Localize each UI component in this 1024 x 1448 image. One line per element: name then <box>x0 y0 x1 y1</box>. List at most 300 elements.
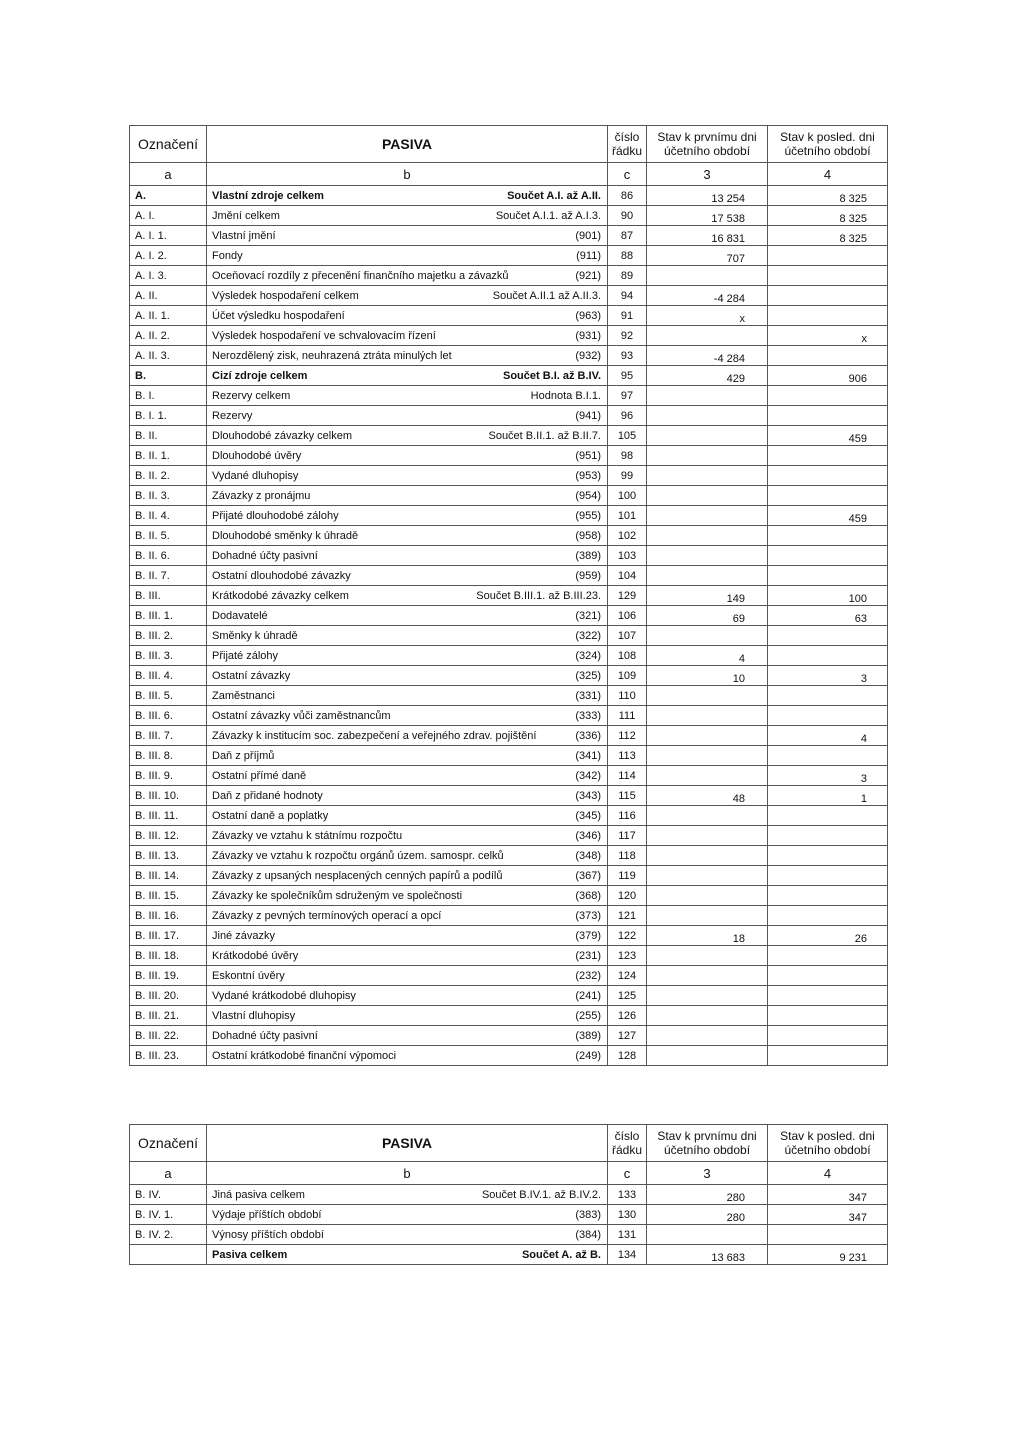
pasiva-table-1 <box>129 125 888 1066</box>
row-number: 86 <box>608 186 647 206</box>
row-number: 114 <box>608 766 647 786</box>
row-label <box>207 806 608 826</box>
row-oznaceni: A. <box>130 186 207 206</box>
table-row <box>130 866 888 886</box>
value-last-day <box>768 1026 888 1046</box>
row-number: 125 <box>608 986 647 1006</box>
row-oznaceni: B. III. 13. <box>130 846 207 866</box>
header-row <box>130 1125 888 1162</box>
row-label <box>207 1245 608 1265</box>
row-oznaceni: B. III. 17. <box>130 926 207 946</box>
row-number: 113 <box>608 746 647 766</box>
row-name: Krátkodobé úvěry <box>212 949 299 962</box>
value-last-day <box>768 906 888 926</box>
value-last-day: 459 <box>768 426 888 446</box>
table-row <box>130 646 888 666</box>
value-first-day: 69 <box>647 606 768 626</box>
table-row <box>130 686 888 706</box>
row-name: Pasiva celkem <box>212 1248 288 1261</box>
value-last-day <box>768 1046 888 1066</box>
row-name: Účet výsledku hospodaření <box>212 309 345 322</box>
subheader-row <box>130 1162 888 1185</box>
row-name: Závazky ve vztahu k státnímu rozpočtu <box>212 829 403 842</box>
row-label <box>207 906 608 926</box>
value-first-day <box>647 1006 768 1026</box>
value-last-day <box>768 706 888 726</box>
row-reference: (232) <box>575 969 601 982</box>
table-row <box>130 366 888 386</box>
row-oznaceni: B. IV. 2. <box>130 1225 207 1245</box>
row-number: 102 <box>608 526 647 546</box>
row-label <box>207 966 608 986</box>
row-number: 105 <box>608 426 647 446</box>
row-reference: (331) <box>575 689 601 702</box>
subheader-b: b <box>207 1162 608 1185</box>
value-last-day <box>768 966 888 986</box>
row-oznaceni: B. III. 4. <box>130 666 207 686</box>
header-row <box>130 126 888 163</box>
value-first-day <box>647 846 768 866</box>
header-stav-prvni: Stav k prvnímu dni účetního období <box>647 1125 768 1162</box>
row-number: 92 <box>608 326 647 346</box>
row-reference: Součet A. až B. <box>521 1248 601 1261</box>
row-reference: (383) <box>575 1208 601 1221</box>
row-oznaceni: B. III. 11. <box>130 806 207 826</box>
table-row <box>130 406 888 426</box>
row-name: Přijaté dlouhodobé zálohy <box>212 509 339 522</box>
table-row <box>130 626 888 646</box>
row-reference: (321) <box>575 609 601 622</box>
value-last-day: 8 325 <box>768 186 888 206</box>
row-number: 119 <box>608 866 647 886</box>
row-label <box>207 346 608 366</box>
table-row <box>130 526 888 546</box>
value-last-day: 26 <box>768 926 888 946</box>
row-label <box>207 1185 608 1205</box>
row-oznaceni: B. I. 1. <box>130 406 207 426</box>
row-oznaceni: A. I. 1. <box>130 226 207 246</box>
row-oznaceni: A. I. 2. <box>130 246 207 266</box>
value-last-day: 347 <box>768 1205 888 1225</box>
row-label <box>207 546 608 566</box>
row-number: 108 <box>608 646 647 666</box>
row-oznaceni: A. II. <box>130 286 207 306</box>
row-reference: (241) <box>575 989 601 1002</box>
row-oznaceni: B. III. 23. <box>130 1046 207 1066</box>
row-number: 121 <box>608 906 647 926</box>
row-reference: Součet B.II.1. až B.II.7. <box>488 429 601 442</box>
value-first-day <box>647 806 768 826</box>
value-last-day <box>768 306 888 326</box>
table-row <box>130 1225 888 1245</box>
table-row <box>130 1185 888 1205</box>
value-first-day: 280 <box>647 1185 768 1205</box>
value-first-day <box>647 626 768 646</box>
row-reference: (379) <box>575 929 601 942</box>
table-row <box>130 566 888 586</box>
table-row <box>130 746 888 766</box>
table-row <box>130 706 888 726</box>
row-label <box>207 786 608 806</box>
value-last-day: x <box>768 326 888 346</box>
value-last-day <box>768 286 888 306</box>
value-last-day: 3 <box>768 666 888 686</box>
table-row <box>130 926 888 946</box>
subheader-a: a <box>130 163 207 186</box>
row-label <box>207 826 608 846</box>
row-reference: (324) <box>575 649 601 662</box>
row-name: Zaměstnanci <box>212 689 275 702</box>
value-first-day <box>647 1046 768 1066</box>
row-oznaceni: B. III. 7. <box>130 726 207 746</box>
row-name: Jmění celkem <box>212 209 280 222</box>
value-last-day <box>768 686 888 706</box>
row-number: 96 <box>608 406 647 426</box>
row-number: 91 <box>608 306 647 326</box>
row-label <box>207 286 608 306</box>
row-name: Závazky z pronájmu <box>212 489 311 502</box>
row-number: 89 <box>608 266 647 286</box>
row-label <box>207 406 608 426</box>
row-reference: (921) <box>575 269 601 282</box>
value-last-day: 9 231 <box>768 1245 888 1265</box>
header-stav-posled: Stav k posled. dni účetního období <box>768 126 888 163</box>
row-label <box>207 326 608 346</box>
row-name: Závazky ke společníkům sdruženým ve společnosti <box>212 889 463 902</box>
table-row <box>130 766 888 786</box>
row-oznaceni: B. II. 5. <box>130 526 207 546</box>
row-label <box>207 706 608 726</box>
row-name: Nerozdělený zisk, neuhrazená ztráta minulých let <box>212 349 452 362</box>
subheader-3: 3 <box>647 163 768 186</box>
row-name: Ostatní závazky <box>212 669 291 682</box>
row-number: 115 <box>608 786 647 806</box>
row-oznaceni: B. III. 5. <box>130 686 207 706</box>
value-first-day <box>647 386 768 406</box>
table-row <box>130 346 888 366</box>
value-first-day <box>647 986 768 1006</box>
row-reference: (389) <box>575 549 601 562</box>
row-oznaceni: B. III. 20. <box>130 986 207 1006</box>
row-reference: (901) <box>575 229 601 242</box>
row-reference: (322) <box>575 629 601 642</box>
row-label <box>207 486 608 506</box>
subheader-c: c <box>608 1162 647 1185</box>
value-first-day: 4 <box>647 646 768 666</box>
row-oznaceni: B. IV. <box>130 1185 207 1205</box>
table-row <box>130 886 888 906</box>
value-first-day <box>647 886 768 906</box>
table-row <box>130 306 888 326</box>
value-first-day: 707 <box>647 246 768 266</box>
row-name: Jiné závazky <box>212 929 275 942</box>
row-label <box>207 986 608 1006</box>
row-reference: (954) <box>575 489 601 502</box>
header-cislo-radku: číslo řádku <box>608 126 647 163</box>
row-name: Dohadné účty pasivní <box>212 549 318 562</box>
row-reference: (325) <box>575 669 601 682</box>
value-first-day <box>647 966 768 986</box>
row-name: Fondy <box>212 249 243 262</box>
row-oznaceni <box>130 1245 207 1265</box>
table-row <box>130 486 888 506</box>
value-first-day: -4 284 <box>647 346 768 366</box>
row-oznaceni: B. III. 16. <box>130 906 207 926</box>
row-oznaceni: A. II. 1. <box>130 306 207 326</box>
row-oznaceni: B. III. 3. <box>130 646 207 666</box>
header-oznaceni: Označení <box>130 1125 207 1162</box>
row-reference: Součet B.IV.1. až B.IV.2. <box>481 1188 601 1201</box>
value-last-day <box>768 546 888 566</box>
row-name: Dlouhodobé závazky celkem <box>212 429 353 442</box>
value-last-day <box>768 826 888 846</box>
row-reference: (955) <box>575 509 601 522</box>
value-first-day: 48 <box>647 786 768 806</box>
row-number: 131 <box>608 1225 647 1245</box>
value-first-day: 13 254 <box>647 186 768 206</box>
row-label <box>207 366 608 386</box>
row-label <box>207 646 608 666</box>
value-first-day <box>647 1026 768 1046</box>
row-label <box>207 746 608 766</box>
table-row <box>130 286 888 306</box>
row-oznaceni: B. II. 2. <box>130 466 207 486</box>
table-row <box>130 446 888 466</box>
value-last-day <box>768 946 888 966</box>
row-number: 110 <box>608 686 647 706</box>
row-oznaceni: B. III. 14. <box>130 866 207 886</box>
table-row <box>130 806 888 826</box>
subheader-3: 3 <box>647 1162 768 1185</box>
row-oznaceni: B. III. 8. <box>130 746 207 766</box>
header-oznaceni: Označení <box>130 126 207 163</box>
row-name: Eskontní úvěry <box>212 969 285 982</box>
value-first-day <box>647 426 768 446</box>
row-label <box>207 846 608 866</box>
row-label <box>207 306 608 326</box>
value-last-day <box>768 566 888 586</box>
table-row <box>130 586 888 606</box>
row-reference: (959) <box>575 569 601 582</box>
row-reference: (941) <box>575 409 601 422</box>
row-number: 99 <box>608 466 647 486</box>
row-oznaceni: B. III. 12. <box>130 826 207 846</box>
table-row <box>130 206 888 226</box>
value-last-day <box>768 626 888 646</box>
header-pasiva: PASIVA <box>207 126 608 163</box>
value-first-day <box>647 686 768 706</box>
row-oznaceni: B. III. 15. <box>130 886 207 906</box>
row-name: Závazky z upsaných nesplacených cenných papírů a podílů <box>212 869 503 882</box>
value-first-day <box>647 726 768 746</box>
subheader-a: a <box>130 1162 207 1185</box>
table-row <box>130 546 888 566</box>
row-number: 94 <box>608 286 647 306</box>
row-label <box>207 686 608 706</box>
row-oznaceni: A. II. 3. <box>130 346 207 366</box>
row-number: 124 <box>608 966 647 986</box>
row-label <box>207 766 608 786</box>
value-first-day <box>647 446 768 466</box>
row-reference: (348) <box>575 849 601 862</box>
row-oznaceni: B. I. <box>130 386 207 406</box>
table-row <box>130 226 888 246</box>
row-reference: (911) <box>576 249 601 262</box>
row-reference: Součet A.II.1 až A.II.3. <box>492 289 601 302</box>
header-pasiva: PASIVA <box>207 1125 608 1162</box>
row-oznaceni: A. II. 2. <box>130 326 207 346</box>
row-reference: (931) <box>575 329 601 342</box>
row-reference: (951) <box>575 449 601 462</box>
value-last-day <box>768 386 888 406</box>
row-label <box>207 606 608 626</box>
row-reference: (341) <box>575 749 601 762</box>
row-label <box>207 506 608 526</box>
row-name: Ostatní krátkodobé finanční výpomoci <box>212 1049 397 1062</box>
row-number: 116 <box>608 806 647 826</box>
row-number: 123 <box>608 946 647 966</box>
row-number: 133 <box>608 1185 647 1205</box>
row-number: 87 <box>608 226 647 246</box>
row-number: 130 <box>608 1205 647 1225</box>
row-number: 109 <box>608 666 647 686</box>
header-stav-posled: Stav k posled. dni účetního období <box>768 1125 888 1162</box>
row-label <box>207 446 608 466</box>
row-name: Ostatní závazky vůči zaměstnancům <box>212 709 391 722</box>
table-row <box>130 506 888 526</box>
row-number: 104 <box>608 566 647 586</box>
value-last-day <box>768 406 888 426</box>
row-label <box>207 246 608 266</box>
row-name: Výnosy příštích období <box>212 1228 324 1241</box>
row-label <box>207 566 608 586</box>
value-first-day <box>647 566 768 586</box>
row-label <box>207 1225 608 1245</box>
value-last-day: 4 <box>768 726 888 746</box>
row-name: Ostatní daně a poplatky <box>212 809 329 822</box>
row-reference: (231) <box>575 949 601 962</box>
row-label <box>207 386 608 406</box>
table-row <box>130 326 888 346</box>
row-reference: (368) <box>575 889 601 902</box>
value-first-day <box>647 406 768 426</box>
row-reference: (249) <box>575 1049 601 1062</box>
value-last-day <box>768 806 888 826</box>
row-reference: (932) <box>575 349 601 362</box>
row-name: Jiná pasiva celkem <box>212 1188 305 1201</box>
pasiva-table-2 <box>129 1124 888 1265</box>
value-last-day: 8 325 <box>768 206 888 226</box>
row-reference: (346) <box>575 829 601 842</box>
table-row <box>130 726 888 746</box>
row-name: Výdaje příštích období <box>212 1208 322 1221</box>
value-first-day: x <box>647 306 768 326</box>
row-name: Dodavatelé <box>212 609 268 622</box>
table-row <box>130 846 888 866</box>
value-first-day <box>647 486 768 506</box>
row-name: Přijaté zálohy <box>212 649 279 662</box>
row-label <box>207 266 608 286</box>
row-oznaceni: B. III. 2. <box>130 626 207 646</box>
row-oznaceni: B. III. 18. <box>130 946 207 966</box>
row-oznaceni: B. III. 1. <box>130 606 207 626</box>
row-oznaceni: A. I. 3. <box>130 266 207 286</box>
row-number: 112 <box>608 726 647 746</box>
row-oznaceni: B. II. 6. <box>130 546 207 566</box>
row-reference: (963) <box>575 309 601 322</box>
table-row <box>130 1006 888 1026</box>
row-oznaceni: B. III. 9. <box>130 766 207 786</box>
row-name: Vydané krátkodobé dluhopisy <box>212 989 356 1002</box>
row-oznaceni: B. II. 7. <box>130 566 207 586</box>
row-oznaceni: B. II. 4. <box>130 506 207 526</box>
row-number: 128 <box>608 1046 647 1066</box>
row-label <box>207 926 608 946</box>
value-first-day: 13 683 <box>647 1245 768 1265</box>
row-reference: Hodnota B.I.1. <box>530 389 601 402</box>
header-stav-prvni: Stav k prvnímu dni účetního období <box>647 126 768 163</box>
value-last-day <box>768 346 888 366</box>
row-label <box>207 206 608 226</box>
row-oznaceni: A. I. <box>130 206 207 226</box>
row-name: Vlastní dluhopisy <box>212 1009 296 1022</box>
row-label <box>207 1026 608 1046</box>
row-oznaceni: B. III. 10. <box>130 786 207 806</box>
row-number: 111 <box>608 706 647 726</box>
row-number: 118 <box>608 846 647 866</box>
row-label <box>207 866 608 886</box>
value-last-day <box>768 446 888 466</box>
value-first-day <box>647 1225 768 1245</box>
table-row <box>130 1205 888 1225</box>
row-oznaceni: B. II. 3. <box>130 486 207 506</box>
value-first-day <box>647 526 768 546</box>
value-first-day <box>647 746 768 766</box>
row-number: 127 <box>608 1026 647 1046</box>
row-oznaceni: B. III. 6. <box>130 706 207 726</box>
row-label <box>207 946 608 966</box>
row-reference: (953) <box>575 469 601 482</box>
row-name: Závazky k institucím soc. zabezpečení a veřejného zdrav. pojištění <box>212 729 537 742</box>
row-number: 103 <box>608 546 647 566</box>
row-name: Dlouhodobé úvěry <box>212 449 302 462</box>
value-first-day <box>647 866 768 886</box>
row-label <box>207 886 608 906</box>
value-last-day <box>768 466 888 486</box>
table-row <box>130 1046 888 1066</box>
value-last-day: 347 <box>768 1185 888 1205</box>
value-last-day <box>768 746 888 766</box>
value-first-day: 149 <box>647 586 768 606</box>
row-name: Rezervy <box>212 409 253 422</box>
value-last-day <box>768 646 888 666</box>
value-last-day: 63 <box>768 606 888 626</box>
row-name: Ostatní přímé daně <box>212 769 307 782</box>
row-reference: (333) <box>575 709 601 722</box>
value-last-day <box>768 1006 888 1026</box>
value-last-day: 906 <box>768 366 888 386</box>
row-reference: (255) <box>575 1009 601 1022</box>
row-number: 117 <box>608 826 647 846</box>
row-number: 122 <box>608 926 647 946</box>
subheader-4: 4 <box>768 1162 888 1185</box>
row-label <box>207 526 608 546</box>
row-name: Dlouhodobé směnky k úhradě <box>212 529 359 542</box>
value-last-day <box>768 266 888 286</box>
table-row <box>130 986 888 1006</box>
row-number: 95 <box>608 366 647 386</box>
table-row <box>130 386 888 406</box>
